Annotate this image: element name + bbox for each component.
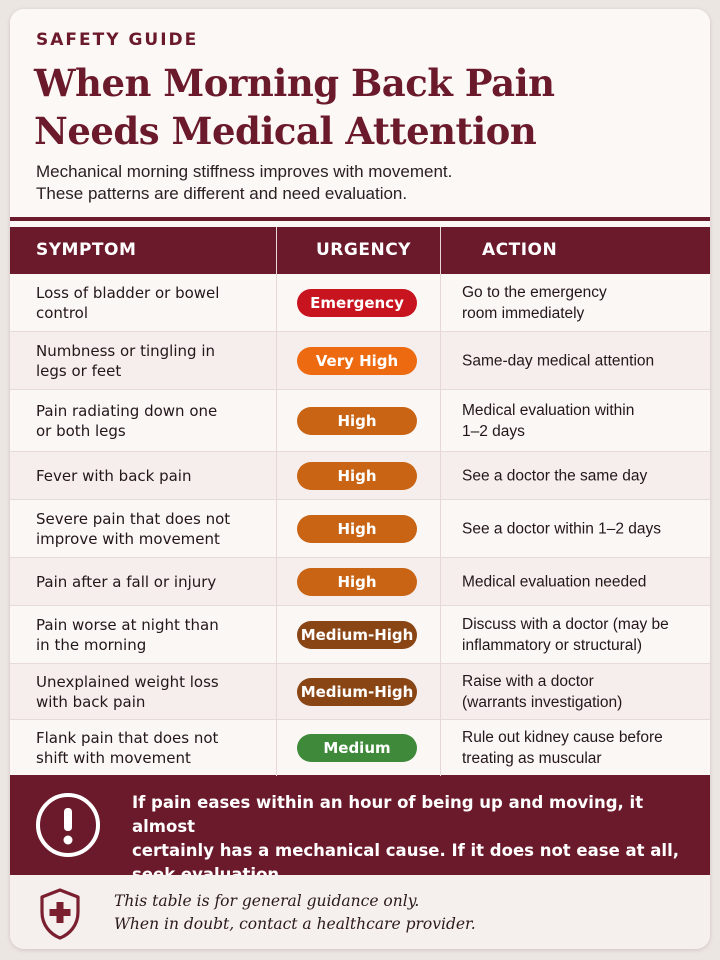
symptom-cell: [36, 466, 266, 486]
symptom-line: Pain radiating down one: [36, 401, 218, 420]
action-line: Rule out kidney cause before: [462, 728, 663, 746]
callout-banner: [10, 775, 710, 875]
page-title: [34, 59, 694, 155]
column-header-urgency: URGENCY: [316, 240, 411, 260]
table-row: [10, 558, 710, 606]
symptom-line: shift with movement: [36, 748, 191, 767]
table-row: [10, 332, 710, 390]
callout-line-1: If pain eases within an hour of being up and moving, it almost: [132, 793, 644, 836]
subtitle-line-2: These patterns are different and need evaluation.: [36, 184, 408, 203]
safety-guide-card: [10, 9, 710, 949]
header-divider: [10, 217, 710, 221]
urgency-badge: High: [297, 462, 417, 490]
symptom-cell: [36, 672, 266, 712]
urgency-badge: High: [297, 407, 417, 435]
callout-line-2: certainly has a mechanical cause. If it does not ease at all,: [132, 841, 679, 860]
symptom-line: Fever with back pain: [36, 466, 192, 485]
kicker: SAFETY GUIDE: [36, 30, 199, 50]
symptom-cell: [36, 509, 266, 549]
disclaimer: [114, 890, 674, 936]
symptom-line: improve with movement: [36, 529, 220, 548]
symptom-cell: [36, 572, 266, 592]
disclaimer-line-2: When in doubt, contact a healthcare provider.: [114, 915, 476, 933]
urgency-badge: Very High: [297, 347, 417, 375]
disclaimer-line-1: This table is for general guidance only.: [114, 892, 420, 910]
table-row: [10, 274, 710, 332]
callout-message: [132, 791, 692, 887]
symptom-line: in the morning: [36, 635, 147, 654]
footer: [10, 875, 710, 949]
table-header: [10, 227, 710, 274]
action-cell: [462, 727, 702, 769]
action-line: Medical evaluation needed: [462, 573, 647, 590]
action-line: room immediately: [462, 304, 585, 322]
action-cell: [462, 571, 702, 592]
column-divider: [440, 227, 441, 776]
action-cell: [462, 350, 702, 371]
symptom-cell: [36, 728, 266, 768]
action-cell: [462, 614, 702, 656]
shield-cross-icon: [37, 887, 83, 946]
table-row: [10, 606, 710, 664]
action-cell: [462, 518, 702, 539]
action-cell: [462, 282, 702, 324]
column-header-symptom: SYMPTOM: [36, 240, 137, 260]
header: [10, 9, 710, 217]
action-line: Discuss with a doctor (may be: [462, 615, 669, 633]
symptom-line: with back pain: [36, 692, 146, 711]
action-line: See a doctor the same day: [462, 467, 648, 484]
action-line: 1–2 days: [462, 422, 525, 440]
table-row: [10, 390, 710, 452]
symptom-line: Unexplained weight loss: [36, 672, 219, 691]
action-line: (warrants investigation): [462, 693, 623, 711]
symptom-cell: [36, 341, 266, 381]
urgency-badge: Medium-High: [297, 678, 417, 706]
symptom-line: Loss of bladder or bowel control: [36, 283, 220, 322]
action-line: Same-day medical attention: [462, 352, 655, 369]
symptom-line: Severe pain that does not: [36, 509, 231, 528]
subtitle: [36, 161, 676, 205]
table-body: [10, 274, 710, 776]
action-line: Medical evaluation within: [462, 401, 635, 419]
action-cell: [462, 465, 702, 486]
action-line: Go to the emergency: [462, 283, 607, 301]
action-cell: [462, 400, 702, 442]
table-row: [10, 500, 710, 558]
symptom-cell: [36, 283, 266, 323]
action-line: inflammatory or structural): [462, 636, 643, 654]
action-line: Raise with a doctor: [462, 672, 594, 690]
urgency-badge: Medium-High: [297, 621, 417, 649]
symptom-line: or both legs: [36, 421, 126, 440]
subtitle-line-1: Mechanical morning stiffness improves with movement.: [36, 162, 453, 181]
exclamation-circle-icon: [36, 793, 100, 857]
table-row: [10, 664, 710, 720]
column-header-action: ACTION: [482, 240, 558, 260]
symptom-line: Pain after a fall or injury: [36, 572, 217, 591]
urgency-badge: Emergency: [297, 289, 417, 317]
urgency-badge: High: [297, 515, 417, 543]
table-row: [10, 720, 710, 776]
table-row: [10, 452, 710, 500]
urgency-badge: Medium: [297, 734, 417, 762]
urgency-badge: High: [297, 568, 417, 596]
symptom-line: Numbness or tingling in: [36, 341, 215, 360]
action-line: See a doctor within 1–2 days: [462, 520, 662, 537]
symptom-cell: [36, 401, 266, 441]
action-line: treating as muscular: [462, 749, 602, 767]
title-line-2: Needs Medical Attention: [34, 109, 537, 153]
symptom-line: legs or feet: [36, 361, 122, 380]
action-cell: [462, 671, 702, 713]
symptom-line: Flank pain that does not: [36, 728, 219, 747]
symptom-cell: [36, 615, 266, 655]
symptom-line: Pain worse at night than: [36, 615, 219, 634]
title-line-1: When Morning Back Pain: [34, 61, 555, 105]
column-divider: [276, 227, 277, 776]
